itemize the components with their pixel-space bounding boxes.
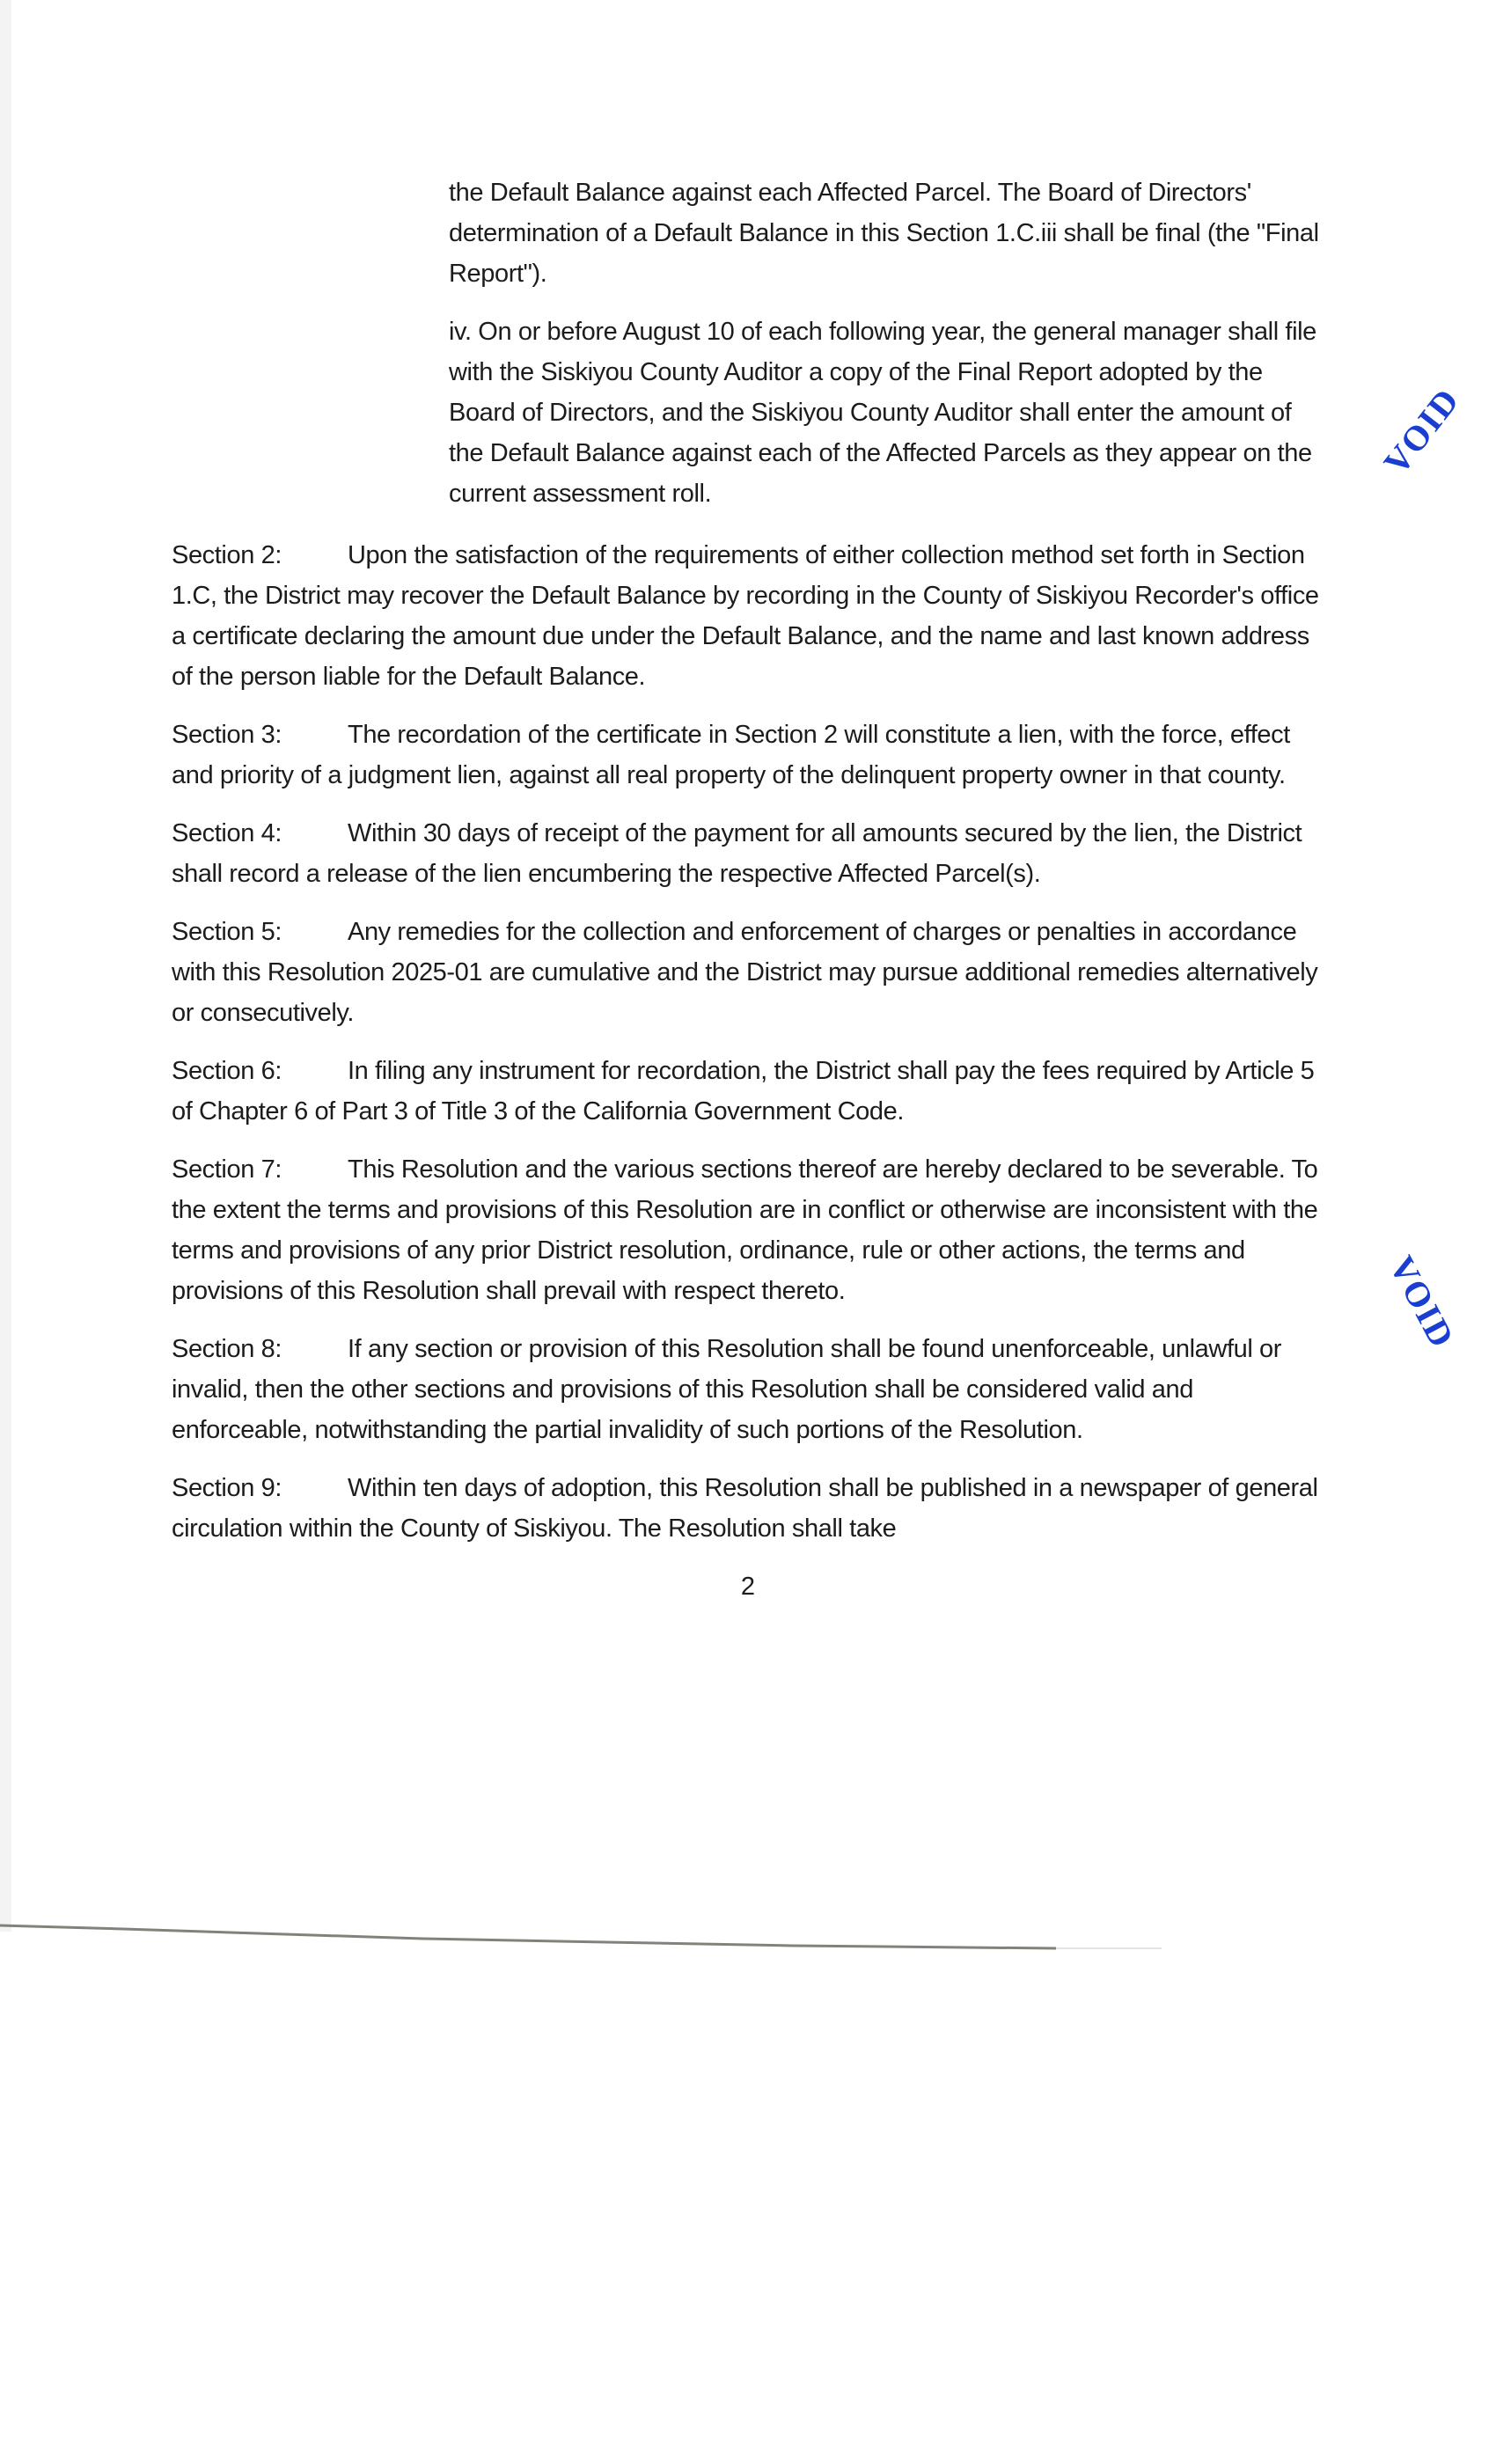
section-label: Section 2: — [172, 541, 282, 569]
section-2 — [172, 535, 1333, 697]
section-label: Section 7: — [172, 1155, 282, 1184]
section-text: In filing any instrument for recordation, the District shall pay the fees required by Article 5 of Chapter 6 of Part 3 of Title 3 of the California Government Code. — [172, 1057, 1315, 1126]
section-6 — [172, 1051, 1333, 1132]
section-text: Any remedies for the collection and enforcement of charges or penalties in accordance with this Resolution 2025-01 are cumulative and the District may pursue additional remedies alternatively or consecutively. — [172, 918, 1318, 1027]
section-label: Section 5: — [172, 918, 282, 946]
section-label: Section 9: — [172, 1474, 282, 1502]
section-text: Within 30 days of receipt of the payment for all amounts secured by the lien, the District shall record a release of the lien encumbering the respective Affected Parcel(s). — [172, 819, 1302, 888]
section-label: Section 8: — [172, 1335, 282, 1363]
section-label: Section 4: — [172, 819, 282, 847]
section-text: The recordation of the certificate in Section 2 will constitute a lien, with the force, effect and priority of a judgment lien, against all real property of the delinquent property owner in that county. — [172, 721, 1290, 789]
section-8 — [172, 1329, 1333, 1450]
void-stamp: VOID — [1382, 1249, 1463, 1355]
section-text: This Resolution and the various sections thereof are hereby declared to be severable. To the extent the terms and provisions of this Resolution are in conflict or otherwise are inconsistent with the terms and provisions of any prior District resolution, ordinance, rule or other actions, the terms and provisions of this Resolution shall prevail with respect thereto. — [172, 1155, 1318, 1305]
section-text: If any section or provision of this Resolution shall be found unenforceable, unlawful or invalid, then the other sections and provisions of this Resolution shall be considered valid and enforceable, notwithstanding the partial invalidity of such portions of the Resolution. — [172, 1335, 1282, 1444]
void-stamp: VOID — [1375, 379, 1468, 482]
section-text: Within ten days of adoption, this Resolution shall be published in a newspaper of general circulation within the County of Siskiyou. The Resolution shall take — [172, 1474, 1318, 1543]
section-text: Upon the satisfaction of the requirements of either collection method set forth in Section 1.C, the District may recover the Default Balance by recording in the County of Siskiyou Recorder's office a certificate declaring the amount due under the Default Balance, and the name and last known address of the person liable for the Default Balance. — [172, 541, 1319, 691]
section-7 — [172, 1149, 1333, 1311]
paragraph-iv: iv. On or before August 10 of each following year, the general manager shall file with the Siskiyou County Auditor a copy of the Final Report adopted by the Board of Directors, and the Siskiyou County Auditor shall enter the amount of the Default Balance against each of the Affected Parcels as they appear on the current assessment roll. — [449, 318, 1316, 508]
section-9 — [172, 1468, 1333, 1549]
section-label: Section 3: — [172, 721, 282, 749]
section-5 — [172, 912, 1333, 1033]
section-3 — [172, 715, 1333, 796]
page-number: 2 — [740, 1573, 756, 1601]
section-label: Section 6: — [172, 1057, 282, 1085]
section-4 — [172, 813, 1333, 894]
document-page — [0, 172, 1496, 1607]
paragraph-iii-continuation: the Default Balance against each Affected Parcel. The Board of Directors' determination of a Default Balance in this Section 1.C.iii shall be final (the "Final Report"). — [449, 179, 1319, 288]
